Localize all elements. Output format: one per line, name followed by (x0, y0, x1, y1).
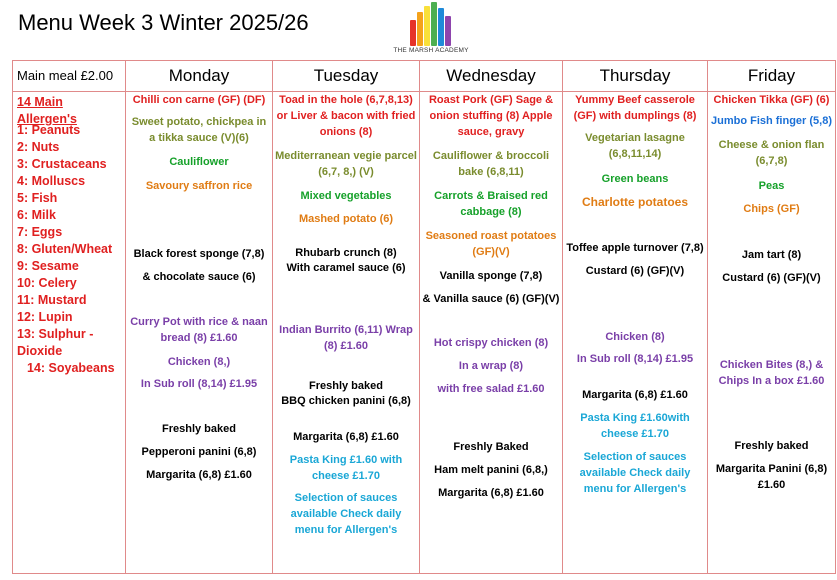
friday-dessert2: Custard (6) (GF)(V) (722, 272, 821, 284)
friday-column (708, 61, 835, 573)
day-header-monday: Monday (126, 61, 272, 92)
allergen-item: 1: Peanuts (17, 123, 81, 137)
wednesday-column (420, 61, 563, 573)
tuesday-panini1: BBQ chicken panini (6,8) (281, 395, 411, 407)
monday-side: Savoury saffron rice (145, 180, 253, 192)
wednesday-veg2: Carrots & Braised red cabbage (8) (434, 190, 548, 218)
friday-side: Chips (GF) (743, 203, 800, 215)
day-header-friday: Friday (708, 61, 835, 92)
wednesday-side: Seasoned roast potatoes (GF)(V) (425, 230, 557, 258)
monday-dessert2: & chocolate sauce (6) (142, 271, 256, 283)
friday-panini1: Margarita Panini (6,8) £1.60 (715, 463, 828, 491)
wednesday-main: Roast Pork (GF) Sage & onion stuffing (8) Apple sauce, gravy (428, 94, 554, 138)
thursday-side: Charlotte potatoes (581, 195, 688, 209)
allergen-item: 10: Celery (17, 276, 77, 290)
thursday-dessert1: Toffee apple turnover (7,8) (566, 242, 704, 254)
monday-panini-title: Freshly baked (162, 423, 236, 435)
wednesday-dessert2: & Vanilla sauce (6) (GF)(V) (422, 293, 560, 305)
monday-veg1: Sweet potato, chickpea in a tikka sauce (V)(6) (131, 116, 267, 144)
wednesday-panini-title: Freshly Baked (453, 441, 529, 453)
allergen-item: 13: Sulphur - (17, 327, 94, 341)
thursday-column (563, 61, 708, 573)
friday-panini-title: Freshly baked (734, 440, 809, 452)
logo-bars (410, 2, 450, 46)
thursday-grab1: Chicken (8) (605, 331, 665, 343)
tuesday-pasta: Pasta King £1.60 with cheese £1.70 (289, 454, 403, 482)
tuesday-sauces: Selection of sauces available Check daily menu for Allergen's (290, 492, 402, 536)
tuesday-grab1: Indian Burrito (6,11) Wrap (8) £1.60 (279, 324, 413, 352)
thursday-veg2: Green beans (601, 173, 669, 185)
monday-panini1: Pepperoni panini (6,8) (141, 446, 257, 458)
page-title: Menu Week 3 Winter 2025/26 (18, 10, 309, 35)
wednesday-veg1: Cauliflower & broccoli bake (6,8,11) (432, 150, 550, 178)
allergen-item: 9: Sesame (17, 259, 79, 273)
academy-logo (392, 2, 470, 58)
allergen-column (13, 61, 126, 573)
menu-table (12, 60, 836, 574)
allergen-item: 11: Mustard (17, 293, 87, 307)
monday-panini2: Margarita (6,8) £1.60 (146, 469, 252, 481)
friday-grab1: Chicken Bites (8,) & Chips In a box £1.60 (718, 359, 825, 387)
allergen-item: 5: Fish (17, 191, 58, 205)
tuesday-column (273, 61, 420, 573)
logo-text: THE MARSH ACADEMY (393, 47, 469, 54)
wednesday-grab3: with free salad £1.60 (437, 383, 545, 395)
monday-dessert1: Black forest sponge (7,8) (133, 248, 265, 260)
thursday-veg1: Vegetarian lasagne (6,8,11,14) (585, 132, 685, 160)
monday-grab2: Chicken (8,) (167, 356, 231, 368)
day-header-thursday: Thursday (563, 61, 707, 92)
thursday-panini2: Margarita (6,8) £1.60 (582, 389, 688, 401)
monday-grab1: Curry Pot with rice & naan bread (8) £1.60 (130, 316, 268, 344)
tuesday-main: Toad in the hole (6,7,8,13) or Liver & bacon with fried onions (8) (276, 94, 416, 138)
tuesday-side: Mashed potato (6) (298, 213, 394, 225)
friday-veg2: Peas (758, 180, 785, 192)
tuesday-veg1: Mediterranean vegie parcel (6,7, 8,) (V) (275, 150, 417, 178)
main-meal-price: Main meal £2.00 (13, 61, 125, 92)
tuesday-veg2: Mixed vegetables (300, 190, 392, 202)
wednesday-dessert1: Vanilla sponge (7,8) (439, 270, 543, 282)
allergen-item: 4: Molluscs (17, 174, 86, 188)
thursday-dessert2: Custard (6) (GF)(V) (585, 265, 685, 277)
monday-column (126, 61, 273, 573)
allergen-item: 8: Gluten/Wheat (17, 242, 113, 256)
friday-veg1: Cheese & onion flan (6,7,8) (718, 139, 825, 167)
friday-dessert1: Jam tart (8) (741, 249, 802, 261)
tuesday-dessert2: With caramel sauce (6) (286, 262, 406, 274)
allergen-item: 6: Milk (17, 208, 56, 222)
tuesday-panini-title: Freshly baked (309, 380, 383, 392)
day-header-tuesday: Tuesday (273, 61, 419, 92)
thursday-grab2: In Sub roll (8,14) £1.95 (576, 353, 694, 365)
allergen-item: 14: Soyabeans (27, 361, 115, 375)
allergen-item: 12: Lupin (17, 310, 73, 324)
friday-main: Chicken Tikka (GF) (6) (713, 94, 830, 106)
monday-veg2: Cauliflower (169, 156, 229, 168)
wednesday-panini2: Margarita (6,8) £1.60 (438, 487, 544, 499)
allergen-item: 2: Nuts (17, 140, 60, 154)
wednesday-grab1: Hot crispy chicken (8) (433, 337, 549, 349)
allergen-item: 3: Crustaceans (17, 157, 107, 171)
thursday-pasta: Pasta King £1.60with cheese £1.70 (580, 412, 690, 440)
tuesday-dessert1: Rhubarb crunch (8) (295, 247, 397, 259)
thursday-sauces: Selection of sauces available Check daily menu for Allergen's (579, 451, 691, 495)
monday-main: Chilli con carne (GF) (DF) (132, 94, 266, 106)
tuesday-panini2: Margarita (6,8) £1.60 (293, 431, 399, 443)
allergen-item: Dioxide (17, 344, 63, 358)
wednesday-panini1: Ham melt panini (6,8,) (434, 464, 548, 476)
day-header-wednesday: Wednesday (420, 61, 562, 92)
monday-grab3: In Sub roll (8,14) £1.95 (140, 378, 258, 390)
wednesday-grab2: In a wrap (8) (458, 360, 524, 372)
allergen-item: 7: Eggs (17, 225, 63, 239)
allergen-title: 14 Main Allergen's (17, 95, 77, 126)
thursday-main: Yummy Beef casserole (GF) with dumplings (8) (573, 94, 697, 122)
friday-fish: Jumbo Fish finger (5,8) (710, 115, 832, 127)
